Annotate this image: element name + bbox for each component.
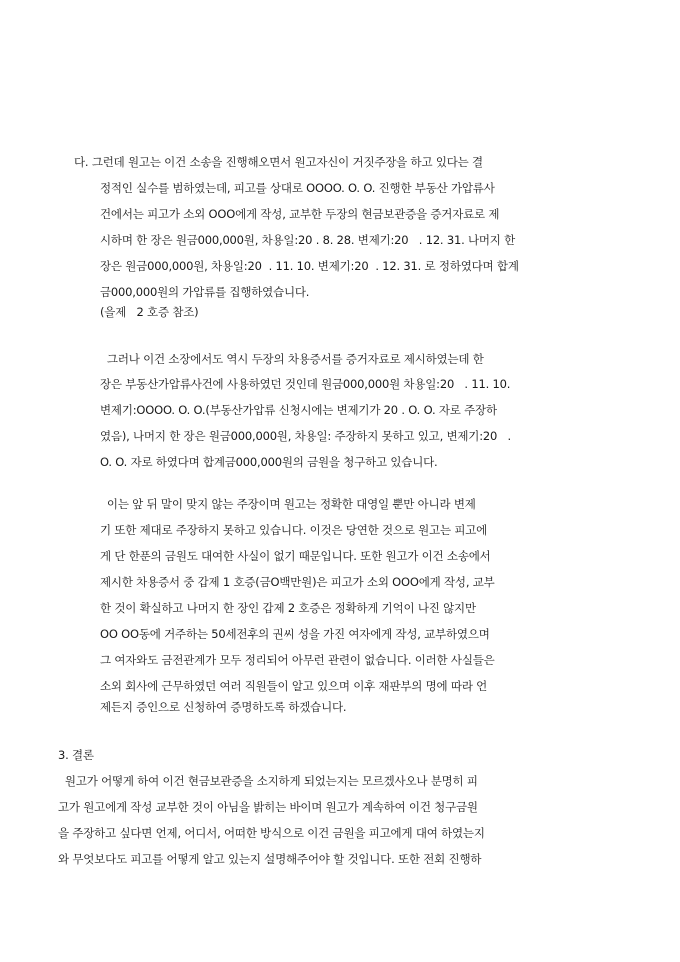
- paragraph-3-line-2: 기 또한 제대로 주장하지 못하고 있습니다. 이것은 당연한 것으로 원고는 피고에: [100, 523, 488, 537]
- paragraph-3-line-1: 이는 앞 뒤 말이 맞지 않는 주장이며 원고는 정확한 대영일 뿐만 아니라 변제: [100, 497, 476, 511]
- conclusion-line-2: 고가 원고에게 작성 교부한 것이 아님을 밝히는 바이며 원고가 계속하여 이건 청구금원: [58, 800, 478, 814]
- evidence-reference: (을제 2 호증 참조): [100, 305, 199, 319]
- conclusion-line-3: 을 주장하고 싶다면 언제, 어디서, 어떠한 방식으로 이건 금원을 피고에게 대여 하였는지: [58, 826, 485, 840]
- conclusion-line-1: 원고가 어떻게 하여 이건 현금보관증을 소지하게 되었는지는 모르겠사오나 분명히 피: [58, 774, 478, 788]
- paragraph-2-line-5: O. O. 자로 하였다며 합계금000,000원의 금원을 청구하고 있습니다.: [100, 455, 438, 469]
- paragraph-3-line-3: 게 단 한푼의 금원도 대여한 사실이 없기 때문입니다. 또한 원고가 이건 소송에서: [100, 549, 491, 563]
- paragraph-3-line-7: 그 여자와도 금전관계가 모두 정리되어 아무런 관련이 없습니다. 이러한 사실들은: [100, 653, 495, 667]
- section-da-line-6: 금000,000원의 가압류를 집행하였습니다.: [100, 285, 310, 299]
- paragraph-3-line-5: 한 것이 확실하고 나머지 한 장인 갑제 2 호증은 정확하게 기억이 나진 않지만: [100, 601, 476, 615]
- section-da-line-4: 시하며 한 장은 원금000,000원, 차용일:20 . 8. 28. 변제기:20 . 12. 31. 나머지 한: [100, 233, 516, 247]
- paragraph-2-line-3: 변제기:OOOO. O. O.(부동산가압류 신청시에는 변제기가 20 . O. O. 자로 주장하: [100, 403, 497, 417]
- paragraph-3-line-4: 제시한 차용증서 중 갑제 1 호증(금O백만원)은 피고가 소외 OOO에게 작성, 교부: [100, 575, 495, 589]
- paragraph-2-line-1: 그러나 이건 소장에서도 역시 두장의 차용증서를 증거자료로 제시하였는데 한: [100, 352, 484, 366]
- paragraph-3-line-8: 소외 회사에 근무하였던 여러 직원들이 알고 있으며 이후 재판부의 명에 따라 언: [100, 679, 488, 693]
- paragraph-3-line-6: OO OO동에 거주하는 50세전후의 권씨 성을 가진 여자에게 작성, 교부하였으며: [100, 627, 490, 641]
- section-da-line-1: 다. 그런데 원고는 이건 소송을 진행해오면서 원고자신이 거짓주장을 하고 있다는 결: [74, 155, 483, 169]
- paragraph-3-line-9: 제든지 증인으로 신청하여 증명하도록 하겠습니다.: [100, 700, 347, 714]
- section-da-line-5: 장은 원금000,000원, 차용일:20 . 11. 10. 변제기:20 . 12. 31. 로 정하였다며 합계: [100, 259, 519, 273]
- conclusion-line-4: 와 무엇보다도 피고를 어떻게 알고 있는지 설명해주어야 할 것입니다. 또한 전회 진행하: [58, 852, 482, 866]
- paragraph-2-line-4: 였음), 나머지 한 장은 원금000,000원, 차용일: 주장하지 못하고 있고, 변제기:20 .: [100, 429, 511, 443]
- conclusion-heading: 3. 결론: [58, 748, 94, 762]
- section-da-line-3: 건에서는 피고가 소외 OOO에게 작성, 교부한 두장의 현금보관증을 증거자료로 제: [100, 207, 500, 221]
- paragraph-2-line-2: 장은 부동산가압류사건에 사용하였던 것인데 원금000,000원 차용일:20 . 11. 10.: [100, 377, 511, 391]
- section-da-line-2: 정적인 실수를 범하였는데, 피고를 상대로 OOOO. O. O. 진행한 부동산 가압류사: [100, 181, 495, 195]
